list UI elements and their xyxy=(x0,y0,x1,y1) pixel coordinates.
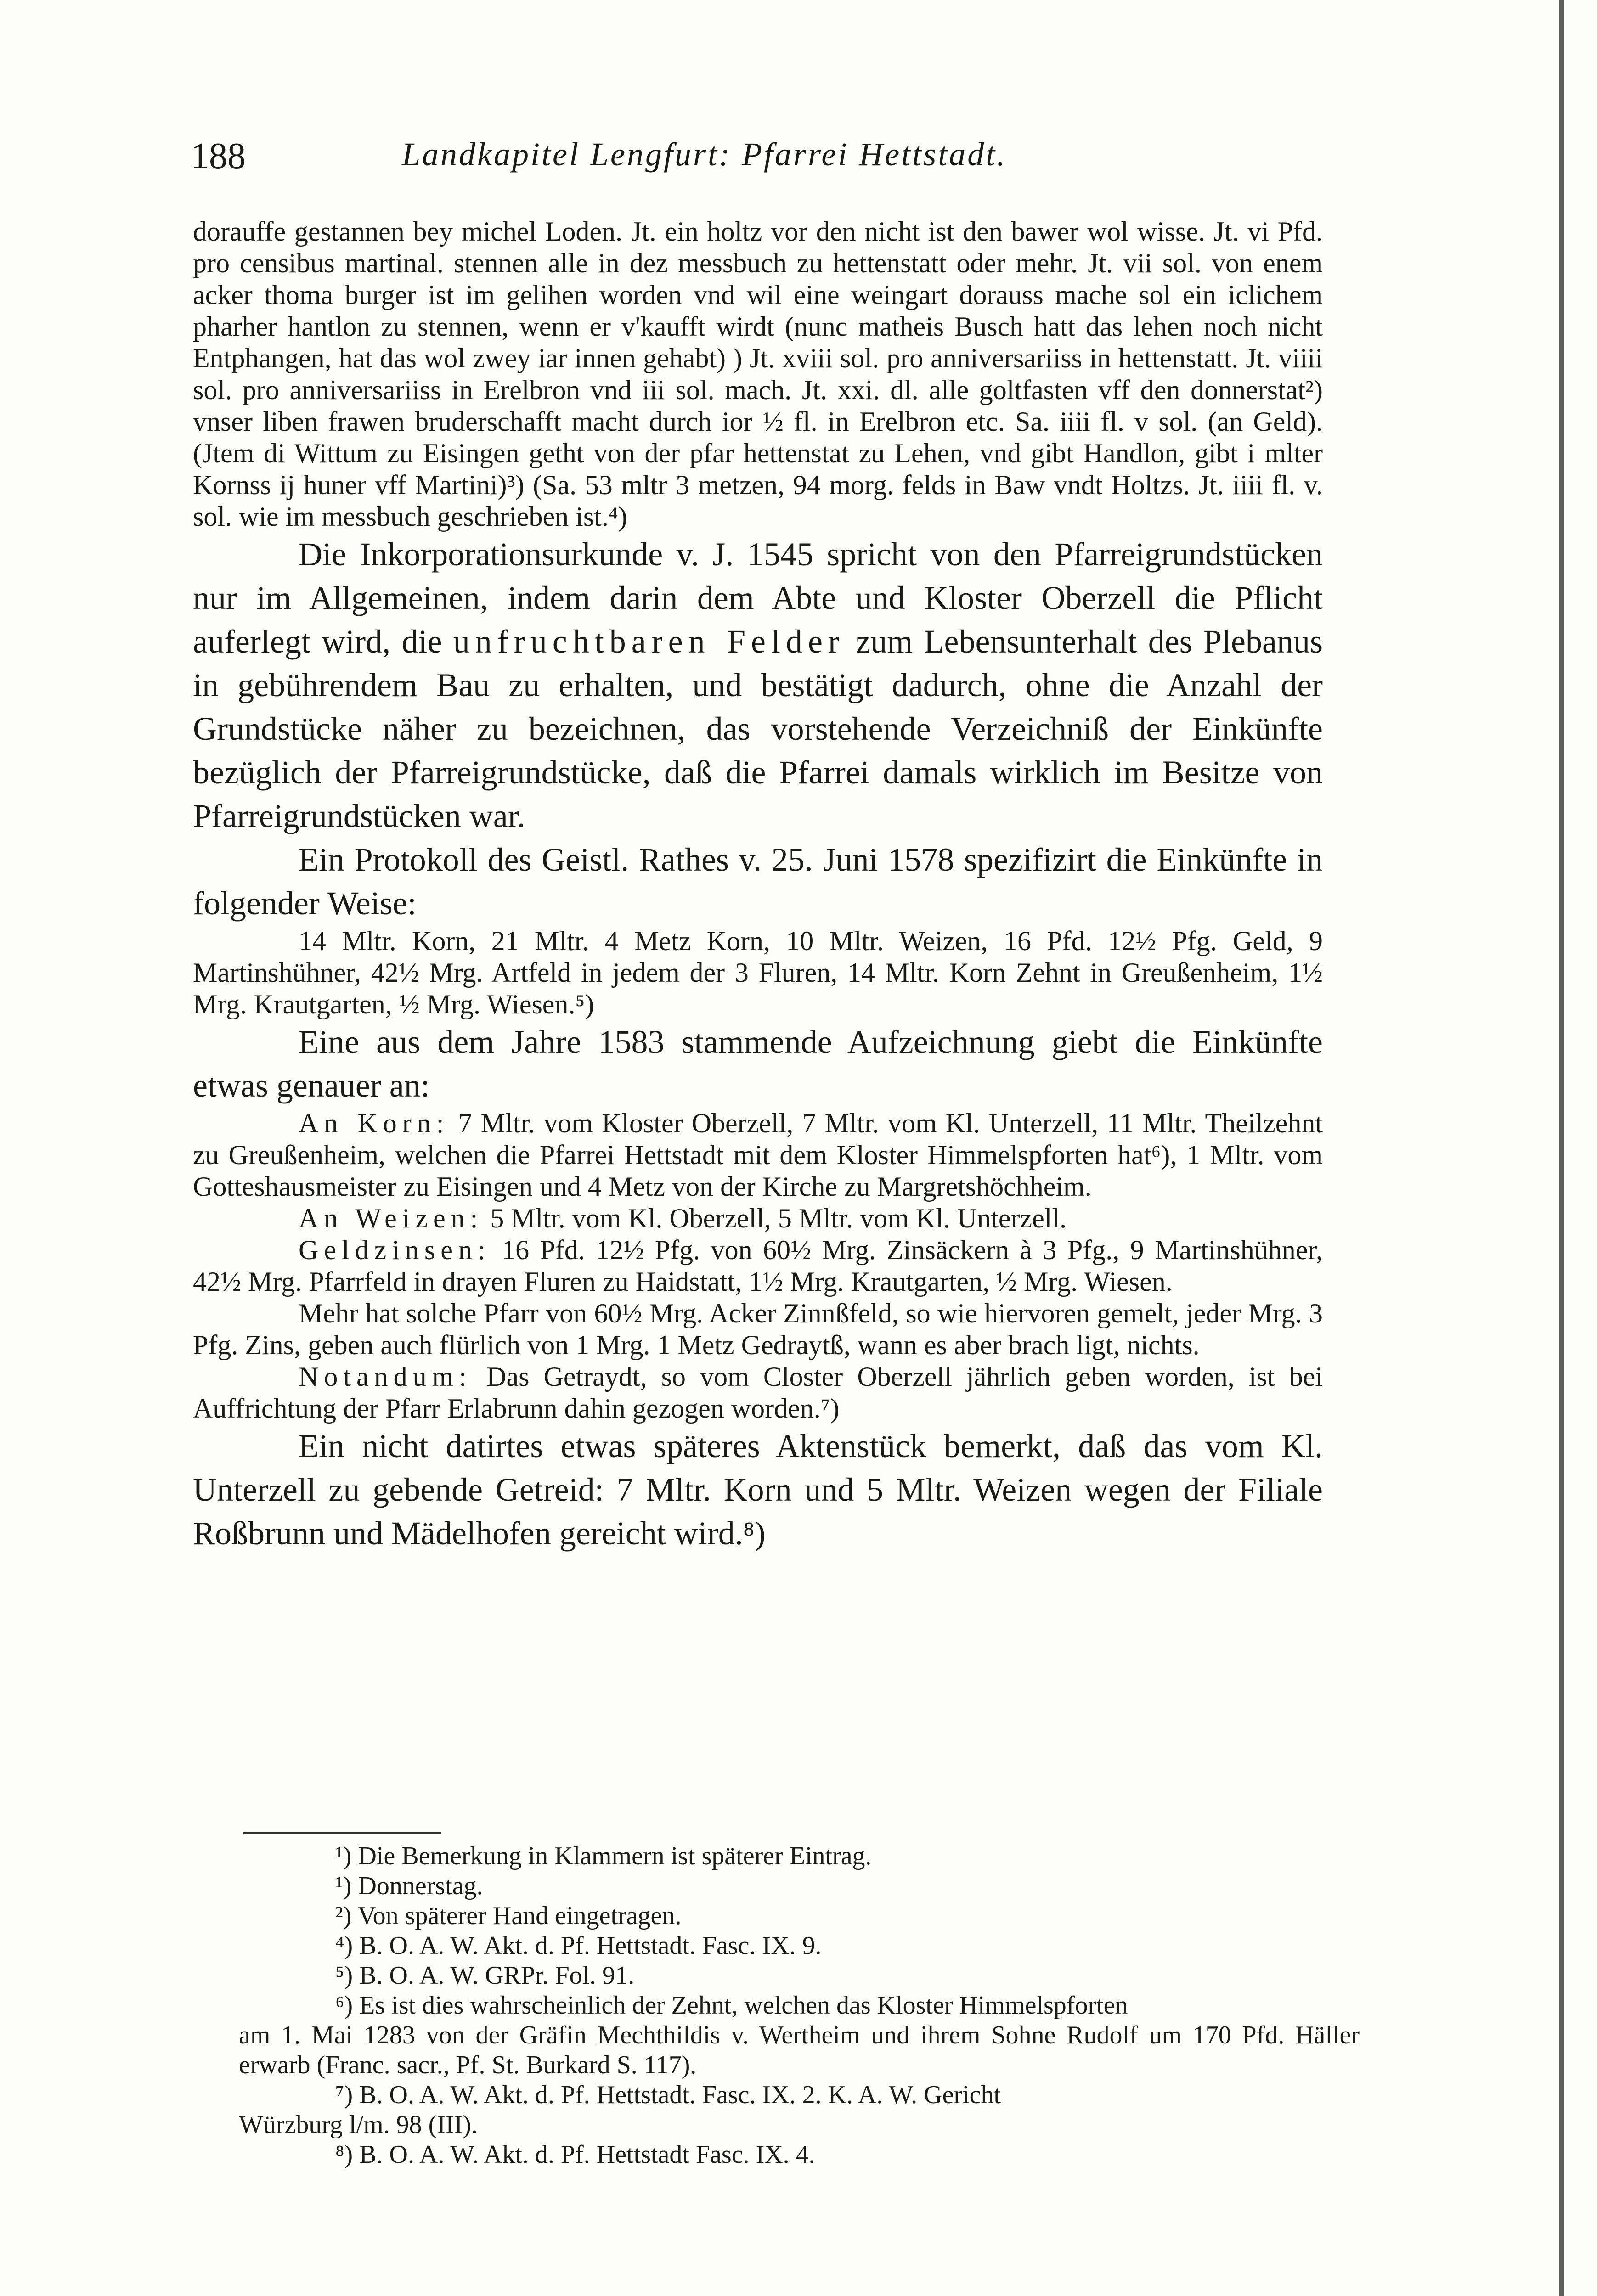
record-1583-paragraph: Eine aus dem Jahre 1583 stammende Aufzeichnung giebt die Einkünfte etwas genauer an: xyxy=(193,1024,1323,1104)
footnotes xyxy=(239,1841,1360,2170)
footnote-mark: ⁶) xyxy=(335,1991,353,2020)
footnote-text: Von späterer Hand eingetragen. xyxy=(357,1902,682,1930)
incorporation-paragraph xyxy=(193,533,1323,838)
footnote-mark: ⁵) xyxy=(335,1961,353,1990)
geldzinsen-label: Geldzinsen: xyxy=(299,1235,491,1265)
notandum-label: Notandum: xyxy=(299,1362,472,1392)
geldzinsen-text: 16 Pfd. 12½ Pfg. von 60½ Mrg. Zinsäckern à 3 Pfg., 9 Martinshühner, 42½ Mrg. Pfarrfeld in drayen Fluren zu Haidstatt, 1½ Mrg. Krautgarten, ½ Mrg. Wiesen. xyxy=(193,1235,1323,1297)
protocol-income-list: 14 Mltr. Korn, 21 Mltr. 4 Metz Korn, 10 Mltr. Weizen, 16 Pfd. 12½ Pfg. Geld, 9 Martinshühner, 42½ Mrg. Artfeld in jedem der 3 Fluren, 14 Mltr. Korn Zehnt in Greußenheim, 1½ Mrg. Krautgarten, ½ Mrg. Wiesen.⁵) xyxy=(193,926,1323,1019)
page-header xyxy=(191,131,1408,195)
main-text xyxy=(193,216,1323,1555)
footnote-continuation: am 1. Mai 1283 von der Gräfin Mechthildis v. Wertheim und ihrem Sohne Rudolf um 170 Pfd. Häller erwarb (Franc. sacr., Pf. St. Burkard S. 117). xyxy=(239,2021,1360,2079)
footnote xyxy=(239,2140,1360,2170)
footnote-continuation: Würzburg l/m. 98 (III). xyxy=(239,2110,478,2139)
geldzinsen-entry xyxy=(193,1234,1323,1298)
footnote-mark: ¹) xyxy=(335,1842,352,1870)
korn-entry xyxy=(193,1108,1323,1203)
footnote-divider xyxy=(243,1832,441,1834)
page-number: 188 xyxy=(191,136,246,176)
footnote xyxy=(239,1841,1360,1871)
footnote-text: B. O. A. W. Akt. d. Pf. Hettstadt Fasc. IX. 4. xyxy=(359,2140,815,2169)
footnote xyxy=(239,1991,1360,2020)
footnote-text: B. O. A. W. Akt. d. Pf. Hettstadt. Fasc. IX. 9. xyxy=(359,1931,822,1960)
footnote-mark: ²) xyxy=(335,1902,352,1930)
footnote-mark: ¹) xyxy=(335,1872,352,1900)
weizen-label: An Weizen: xyxy=(299,1203,484,1233)
footnote-mark: ⁷) xyxy=(335,2081,353,2109)
protocol-paragraph: Ein Protokoll des Geistl. Rathes v. 25. Juni 1578 spezifizirt die Einkünfte in folgender Weise: xyxy=(193,841,1323,922)
footnote-text: Es ist dies wahrscheinlich der Zehnt, welchen das Kloster Himmelspforten xyxy=(359,1991,1128,2020)
footnote-mark: ⁴) xyxy=(335,1931,353,1960)
emphasized-phrase: unfruchtbaren Felder xyxy=(453,623,845,660)
footnote-text: Die Bemerkung in Klammern ist späterer Eintrag. xyxy=(358,1842,872,1870)
footnote-text: Donnerstag. xyxy=(358,1872,483,1900)
footnote xyxy=(239,2080,1360,2110)
notandum-text: Das Getraydt, so vom Closter Oberzell jährlich geben worden, ist bei Auffrichtung der Pfarr Erlabrunn dahin gezogen worden.⁷) xyxy=(193,1362,1323,1424)
footnote xyxy=(239,1871,1360,1901)
mehr-entry: Mehr hat solche Pfarr von 60½ Mrg. Acker Zinnßfeld, so wie hiervoren gemelt, jeder Mrg. 3 Pfg. Zins, geben auch flürlich von 1 Mrg. 1 Metz Gedraytß, wann es aber brach ligt, nichts. xyxy=(193,1298,1323,1360)
undated-document-paragraph: Ein nicht datirtes etwas späteres Aktenstück bemerkt, daß das vom Kl. Unterzell zu gebende Getreid: 7 Mltr. Korn und 5 Mltr. Weizen wegen der Filiale Roßbrunn und Mädelhofen gereicht wird.⁸) xyxy=(193,1428,1323,1552)
quoted-source-paragraph: dorauffe gestannen bey michel Loden. Jt. ein holtz vor den nicht ist den bawer wol wisse. Jt. vi Pfd. pro censibus martinal. stennen alle in dez messbuch zu hettenstatt oder mehr. Jt. vii sol. von enem acker thoma burger ist im gelihen worden vnd wil eine weingart dorauss mache sol ein iclichem pharher hantlon zu stennen, wenn er v'kaufft wirdt (nunc matheis Busch hatt das lehen noch nicht Entphangen, hat das wol zwey iar innen gehabt) ) Jt. xviii sol. pro anniversariiss in hettenstatt. Jt. viiii sol. pro anniversariiss in Erelbron vnd iii sol. mach. Jt. xxi. dl. alle goltfasten vff den donnerstat²) vnser liben frawen bruderschafft macht durch ior ½ fl. in Erelbron etc. Sa. iiii fl. v sol. (an Geld). (Jtem di Wittum zu Eisingen getht von der pfar hettenstat zu Lehen, vnd gibt Handlon, gibt i mlter Kornss ij huner vff Martini)³) (Sa. 53 mltr 3 metzen, 94 morg. felds in Baw vndt Holtzs. Jt. iiii fl. v. sol. wie im messbuch geschrieben ist.⁴) xyxy=(193,216,1323,532)
footnote xyxy=(239,1961,1360,1991)
footnote-mark: ⁸) xyxy=(335,2140,353,2169)
page-edge-shadow xyxy=(1559,0,1564,2296)
korn-label: An Korn: xyxy=(299,1108,450,1138)
notandum-entry xyxy=(193,1361,1323,1424)
incorporation-text-rest: zum Lebensunterhalt des Plebanus in gebührendem Bau zu erhalten, und bestätigt dadurch, ohne die Anzahl der Grundstücke näher zu bezeichnen, das vorstehende Verzeichniß der Einkünfte bezüglich der Pfarreigrundstücke, daß die Pfarrei damals wirklich im Besitze von Pfarreigrundstücken war. xyxy=(193,623,1323,834)
weizen-entry xyxy=(193,1203,1323,1234)
footnote xyxy=(239,1931,1360,1961)
footnote-text: B. O. A. W. GRPr. Fol. 91. xyxy=(359,1961,635,1990)
korn-text: 7 Mltr. vom Kloster Oberzell, 7 Mltr. vom Kl. Unterzell, 11 Mltr. Theilzehnt zu Greußenheim, welchen die Pfarrei Hettstadt mit dem Kloster Himmelspforten hat⁶), 1 Mltr. vom Gotteshausmeister zu Eisingen und 4 Metz von der Kirche zu Margretshöchheim. xyxy=(193,1108,1323,1202)
footnote xyxy=(239,1901,1360,1931)
weizen-text: 5 Mltr. vom Kl. Oberzell, 5 Mltr. vom Kl. Unterzell. xyxy=(490,1203,1067,1233)
running-head: Landkapitel Lengfurt: Pfarrei Hettstadt. xyxy=(402,136,1007,173)
footnote-text: B. O. A. W. Akt. d. Pf. Hettstadt. Fasc. IX. 2. K. A. W. Gericht xyxy=(359,2081,1001,2109)
incorporation-text: Die Inkorporationsurkunde v. J. 1545 spricht von den Pfarreigrundstücken nur im Allgemeinen, indem darin dem Abte und Kloster Oberzell die Pflicht auferlegt wird, die xyxy=(193,536,1323,660)
